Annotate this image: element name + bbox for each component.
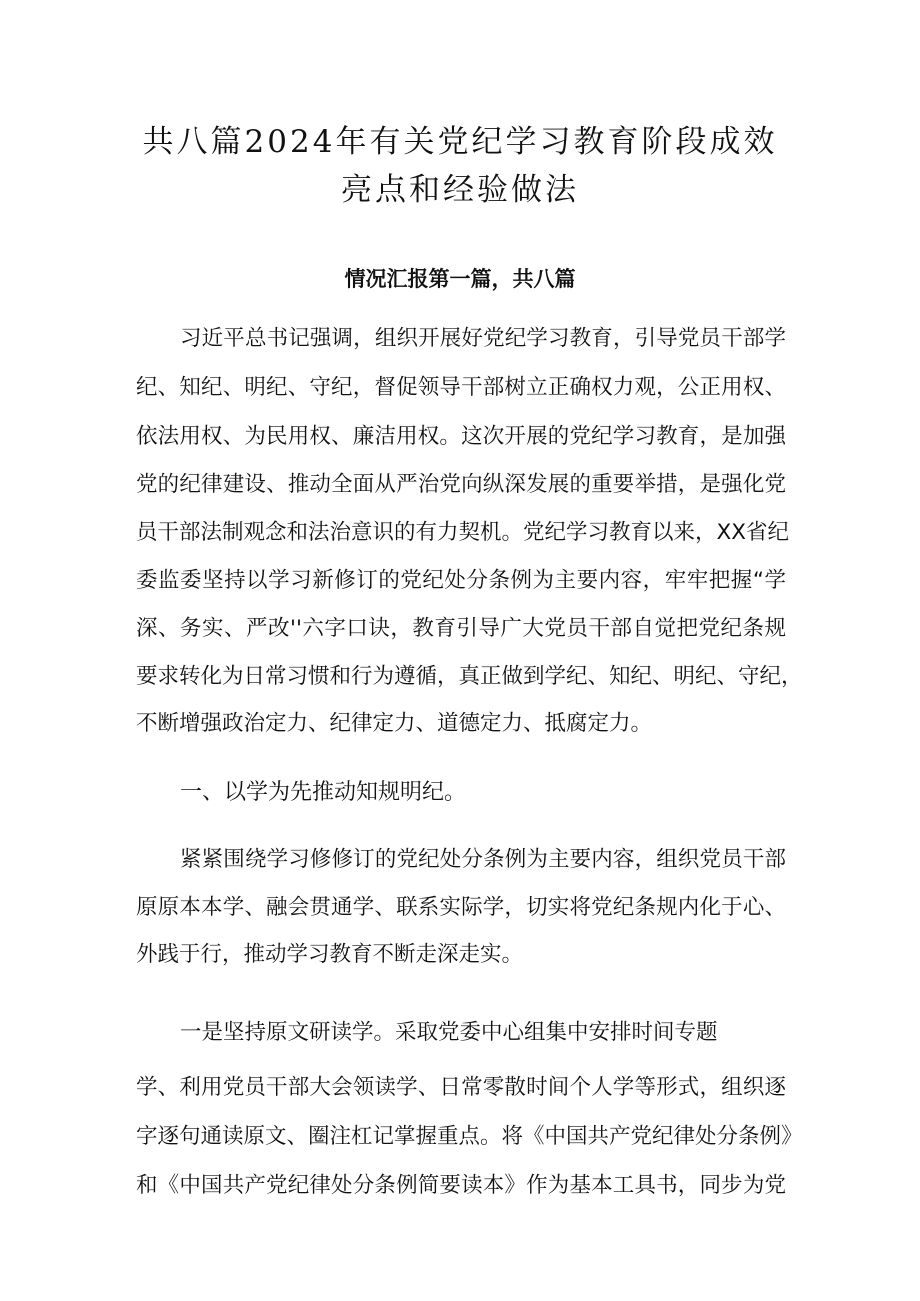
intro-line: 委监委坚持以学习新修订的党纪处分条例为主要内容，牢牢把握“学 — [136, 568, 786, 593]
document-subtitle: 情况汇报第一篇，共八篇 — [344, 267, 576, 291]
document-title-line-2: 亮点和经验做法 — [341, 172, 579, 208]
intro-line: 依法用权、为民用权、廉洁用权。这次开展的党纪学习教育，是加强 — [136, 424, 786, 449]
section-heading: 一、以学为先推动知规明纪。 — [180, 780, 467, 805]
section-line: 外践于行，推动学习教育不断走深走实。 — [136, 942, 524, 967]
intro-line: 深、务实、严改''六字口诀，教育引导广大党员干部自觉把党纪条规 — [136, 616, 786, 641]
point-line: 和《中国共产党纪律处分条例简要读本》作为基本工具书，同步为党 — [136, 1173, 786, 1198]
document-title-line-1: 共八篇2024年有关党纪学习教育阶段成效 — [142, 124, 778, 160]
intro-line: 党的纪律建设、推动全面从严治党向纵深发展的重要举措，是强化党 — [136, 472, 786, 497]
point-line: 一是坚持原文研读学。采取党委中心组集中安排时间专题 — [180, 1020, 718, 1045]
intro-line: 纪、知纪、明纪、守纪，督促领导干部树立正确权力观，公正用权、 — [136, 375, 786, 400]
intro-line: 员干部法制观念和法治意识的有力契机。党纪学习教育以来，XX省纪 — [136, 520, 789, 545]
section-line: 紧紧围绕学习修修订的党纪处分条例为主要内容，组织党员干部 — [180, 847, 786, 872]
point-line: 学、利用党员干部大会领读学、日常零散时间个人学等形式，组织逐 — [136, 1075, 786, 1100]
intro-line: 习近平总书记强调，组织开展好党纪学习教育，引导党员干部学 — [180, 326, 786, 351]
point-line: 字逐句通读原文、圈注杠记掌握重点。将《中国共产党纪律处分条例》 — [136, 1124, 803, 1149]
intro-line: 要求转化为日常习惯和行为遵循，真正做到学纪、知纪、明纪、守纪， — [136, 664, 803, 689]
section-line: 原原本本学、融会贯通学、联系实际学，切实将党纪条规内化于心、 — [136, 895, 786, 920]
intro-line: 不断增强政治定力、纪律定力、道德定力、抵腐定力。 — [136, 711, 653, 736]
